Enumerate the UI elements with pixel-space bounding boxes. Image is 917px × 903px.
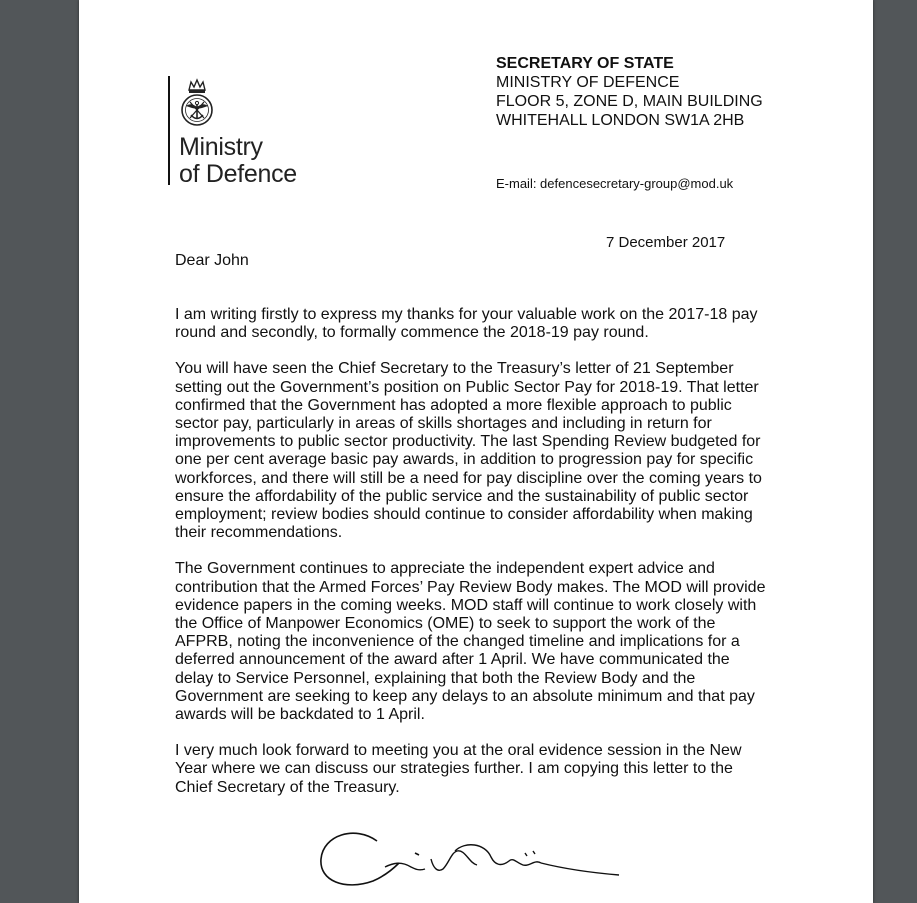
text-line: setting out the Government’s position on Public Sector Pay for 2018-19. That letter [175,378,759,396]
text-line: deferred announcement of the award after 1 April. We have communicated the [175,651,730,669]
paragraph [175,306,775,342]
address-line: WHITEHALL LONDON SW1A 2HB [496,112,745,129]
text-line: one per cent average basic pay awards, in addition to progression pay for specific [175,451,754,469]
letter-date: 7 December 2017 [606,234,726,251]
logo-text-line-1: Ministry [179,133,263,161]
text-line: the Office of Manpower Economics (OME) to seek to support the work of the [175,615,716,633]
text-line: Chief Secretary of the Treasury. [175,778,400,796]
address-title: SECRETARY OF STATE [496,55,674,72]
paragraph [175,360,775,542]
text-line: employment; review bodies should continue to consider affordability when making [175,506,753,524]
salutation: Dear John [175,252,249,269]
text-line: improvements to public sector productivity. The last Spending Review budgeted for [175,433,761,451]
address-line: MINISTRY OF DEFENCE [496,74,680,91]
paragraph [175,560,775,724]
logo-text-line-2: of Defence [179,160,297,188]
handwritten-signature [315,823,625,903]
email-address: E-mail: defencesecretary-group@mod.uk [496,176,734,191]
text-line: I very much look forward to meeting you at the oral evidence session in the New [175,742,742,760]
text-line: I am writing firstly to express my thanks for your valuable work on the 2017-18 pay [175,306,758,323]
letter-body [175,306,775,815]
text-line: AFPRB, noting the inconvenience of the changed timeline and implications for a [175,633,740,651]
text-line: confirmed that the Government has adopted a more flexible approach to public [175,396,732,414]
text-line: workforces, and there will still be a need for pay discipline over the coming years to [175,469,762,487]
crest-icon [178,78,216,128]
letter-page [79,0,873,903]
text-line: You will have seen the Chief Secretary to the Treasury’s letter of 21 September [175,360,734,378]
text-line: ensure the affordability of the public service and the sustainability of public sector [175,487,749,505]
text-line: round and secondly, to formally commence the 2018-19 pay round. [175,324,649,342]
text-line: their recommendations. [175,524,343,542]
text-line: sector pay, particularly in areas of skills shortages and including in return for [175,415,712,433]
text-line: Government are seeking to keep any delays to an absolute minimum and that pay [175,687,755,705]
text-line: awards will be backdated to 1 April. [175,706,425,724]
logo-divider [168,76,170,185]
paragraph [175,742,775,797]
text-line: delay to Service Personnel, explaining that both the Review Body and the [175,669,696,687]
address-line: FLOOR 5, ZONE D, MAIN BUILDING [496,93,763,110]
sender-address [496,54,763,130]
text-line: evidence papers in the coming weeks. MOD staff will continue to work closely with [175,596,757,614]
text-line: contribution that the Armed Forces’ Pay Review Body makes. The MOD will provide [175,578,766,596]
text-line: Year where we can discuss our strategies further. I am copying this letter to the [175,760,733,778]
text-line: The Government continues to appreciate the independent expert advice and [175,560,715,578]
mod-logo [168,76,308,186]
